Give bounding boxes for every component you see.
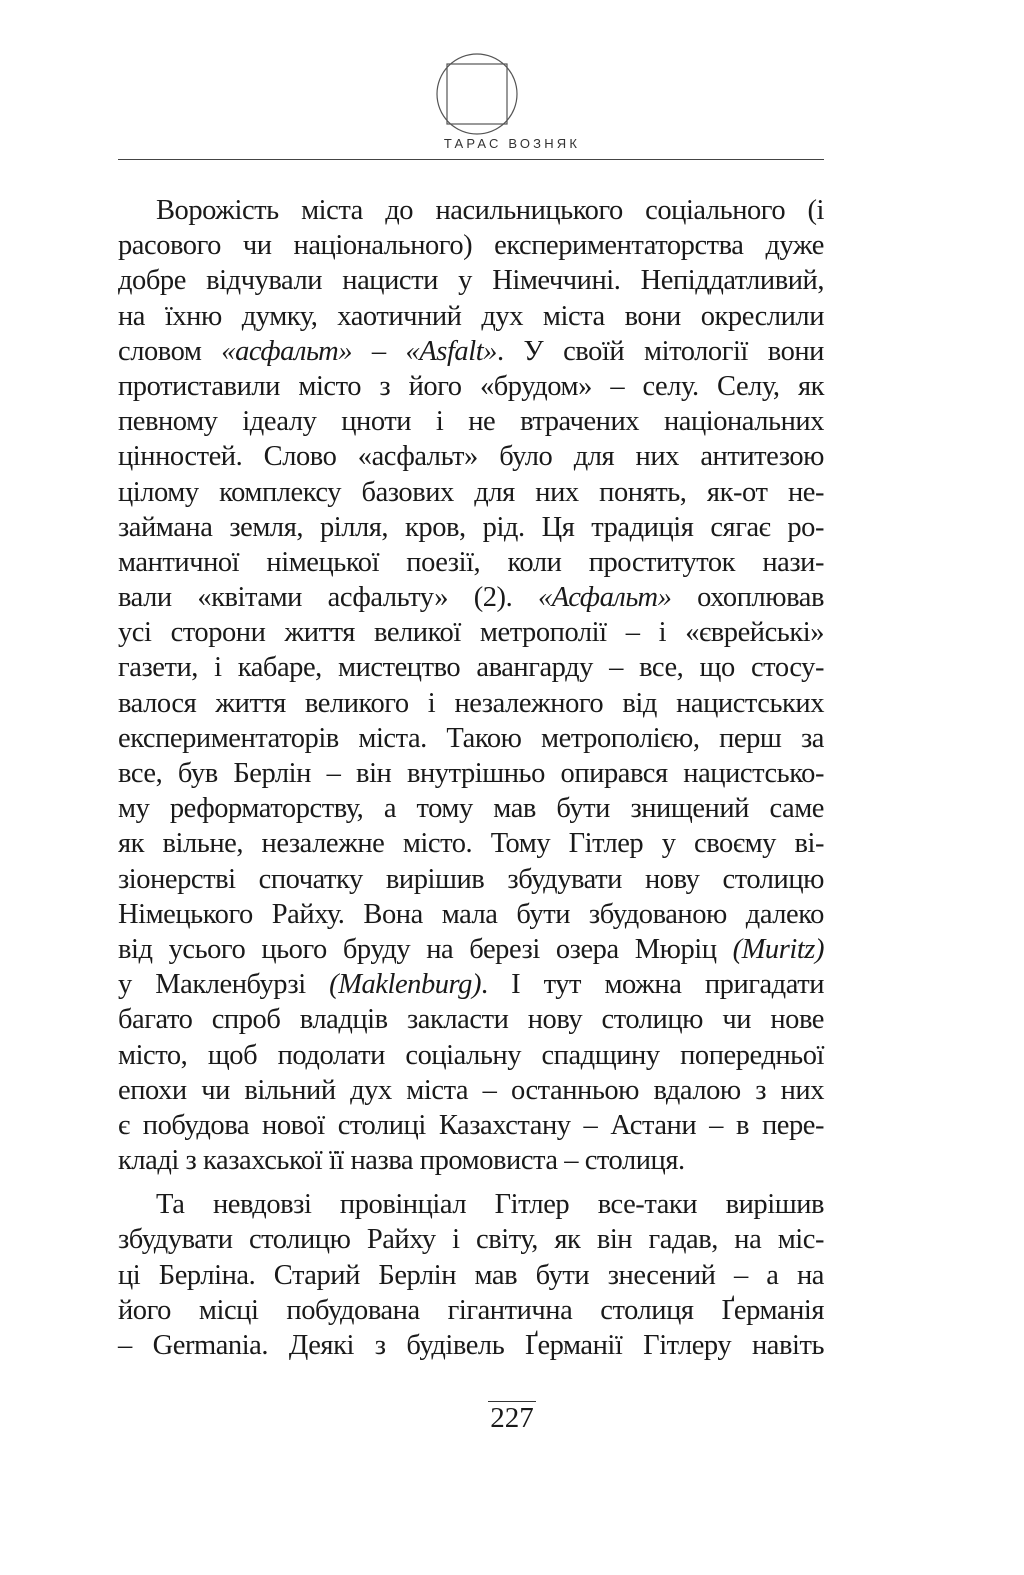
page-number-text: 227 (490, 1402, 534, 1434)
text-line: місто, щоб подолати соціальну спадщину попередньої (118, 1039, 824, 1071)
running-head: ТАРАС ВОЗНЯК (443, 136, 581, 151)
text-line: на їхню думку, хаотичний дух міста вони окреслили (118, 300, 824, 332)
text-line: протиставили місто з його «брудом» – селу. Селу, як (118, 370, 824, 402)
text-line: певному ідеалу цноти і не втрачених національних (118, 406, 824, 438)
italic-term: (Maklenburg) (329, 969, 481, 1001)
text-line: му реформаторству, а тому мав бути знищений саме (118, 793, 824, 825)
text-line: багато спроб владців закласти нову столицю чи нове (118, 1004, 824, 1036)
text-line: займана земля, рілля, кров, рід. Ця традиція сягає ро- (118, 511, 824, 543)
text-line: валося життя великого і незалежного від нацистських (118, 687, 824, 719)
text-line: все, був Берлін – він внутрішньо опирався нацистсько- (118, 758, 824, 789)
circle-square-logo-icon (435, 52, 519, 136)
text-line: ці Берліна. Старий Берлін мав бути знесений – а на (118, 1259, 824, 1291)
text-line: Та невдовзі провінціал Гітлер все-таки вирішив (156, 1189, 824, 1221)
header-rule (118, 159, 824, 160)
text-line: експериментаторів міста. Такою метрополією, перш за (118, 722, 824, 754)
text-line: його місці побудована гігантична столиця Ґерманія (118, 1294, 824, 1326)
text-line: расового чи національного) експериментаторства дуже (118, 230, 824, 262)
paragraph-gap (118, 1178, 824, 1187)
text-line: є побудова нової столиці Казахстану – Астани – в пере- (118, 1109, 824, 1141)
text-line: як вільне, незалежне місто. Тому Гітлер у своєму ві- (118, 828, 824, 860)
text-line: у Макленбурзі (Maklenburg). І тут можна пригадати (118, 969, 824, 1001)
page-number (0, 1401, 1024, 1435)
text-line: Німецького Райху. Вона мала бути збудованою далеко (118, 898, 824, 930)
text-line: епохи чи вільний дух міста – останньою вдалою з них (118, 1074, 824, 1106)
italic-term: (Muritz) (732, 933, 824, 965)
italic-term: «асфальт» – «Asfalt» (221, 335, 497, 367)
text-line: цінностей. Слово «асфальт» було для них антитезою (118, 441, 824, 473)
text-line: Ворожість міста до насильницького соціального (і (156, 195, 824, 226)
paragraph-1 (118, 193, 824, 1178)
text-line: зіонерстві спочатку вирішив збудувати нову столицю (118, 863, 824, 895)
text-line: добре відчували нацисти у Німеччині. Непіддатливий, (118, 265, 824, 297)
text-line: від усього цього бруду на березі озера Мюріц (Muritz) (118, 933, 824, 965)
body-text (118, 193, 824, 1363)
text-line: – Germania. Деякі з будівель Ґерманії Гітлеру навіть (118, 1330, 824, 1361)
text-line: цілому комплексу базових для них понять, як-от не- (118, 476, 824, 508)
text-line: мантичної німецької поезії, коли проституток нази- (118, 546, 824, 578)
paragraph-2 (118, 1187, 824, 1363)
italic-term: «Асфальт» (537, 582, 672, 614)
text-line: газети, і кабаре, мистецтво авангарду – все, що стосу- (118, 652, 824, 684)
text-line: кладі з казахської її назва промовиста – столиця. (118, 1145, 685, 1177)
text-line: усі сторони життя великої метрополії – і «єврейські» (118, 617, 824, 649)
text-line: вали «квітами асфальту» (2). «Асфальт» охоплював (118, 582, 824, 614)
text-line: збудувати столицю Райху і світу, як він гадав, на міс- (118, 1224, 824, 1256)
text-line: словом «асфальт» – «Asfalt». У своїй мітології вони (118, 335, 824, 367)
